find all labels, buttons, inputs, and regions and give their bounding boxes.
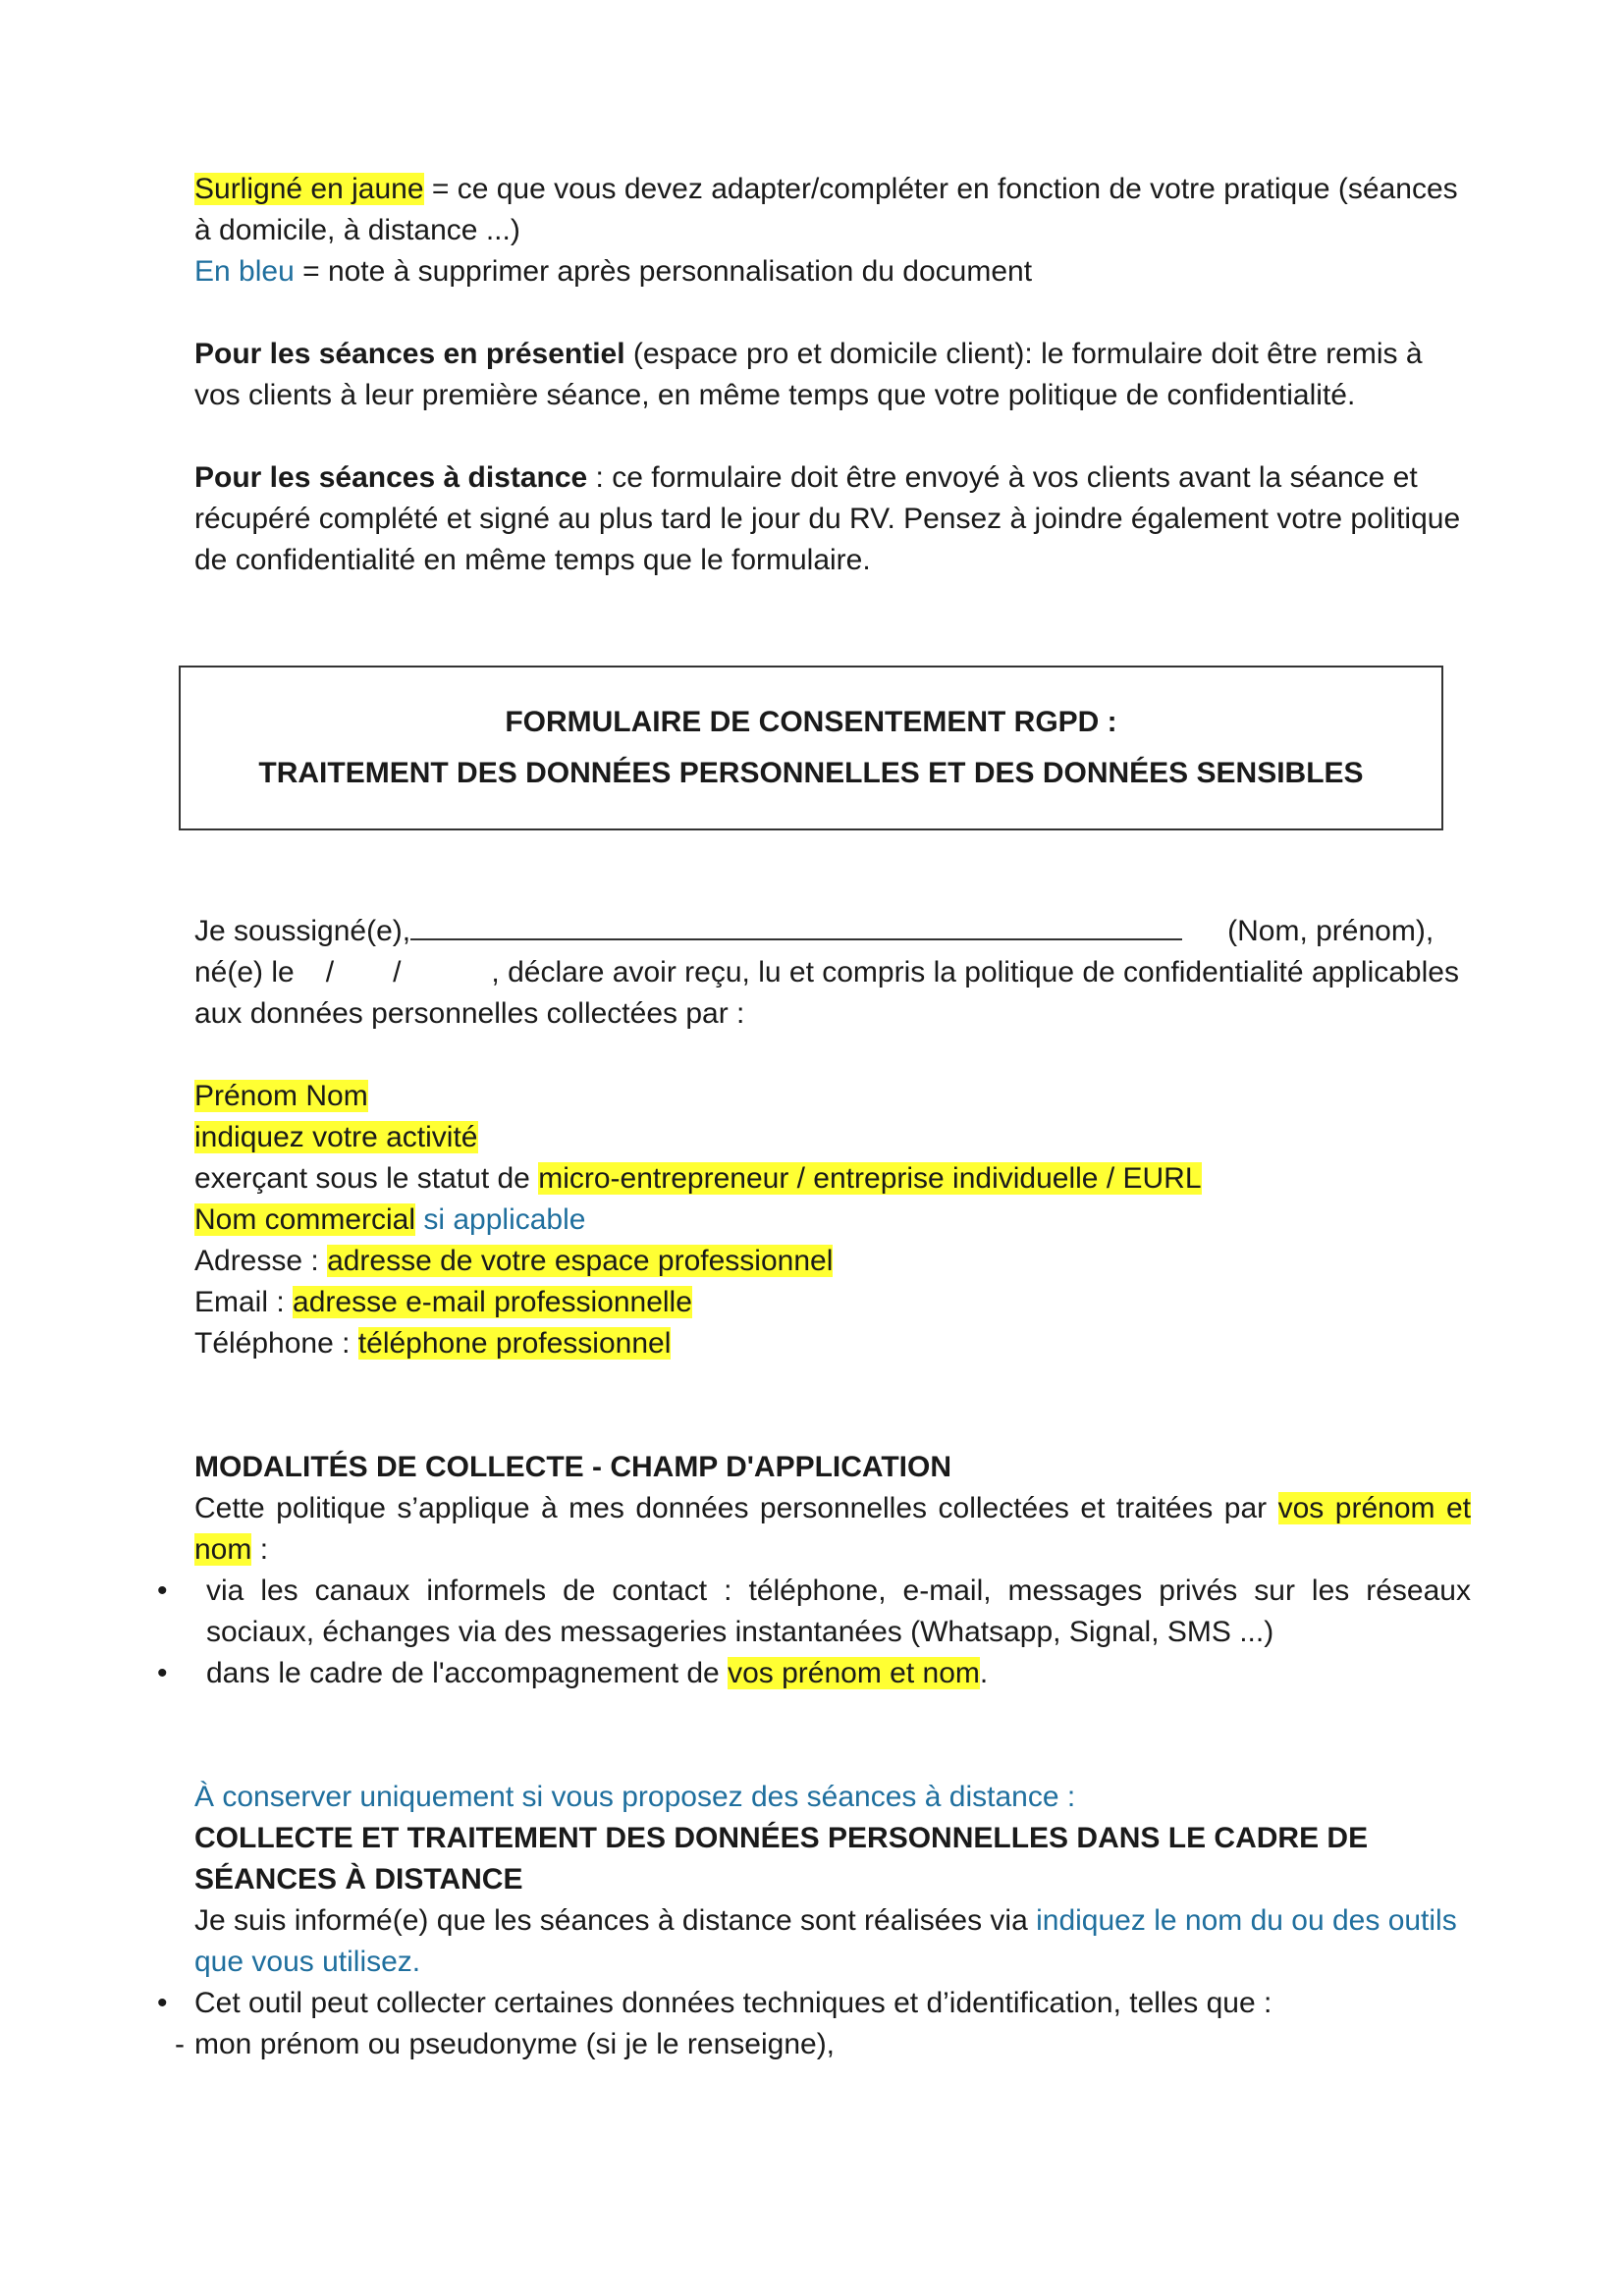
legend-blue-text: = note à supprimer après personnalisation du document — [294, 255, 1033, 288]
presentiel-text: (espace pro et domicile client): le formulaire doit être remis à vos clients à leur première séance, en même temps que votre politique de confidentialité. — [194, 338, 1423, 411]
remote-informed-text: Je suis informé(e) que les séances à distance sont réalisées via — [194, 1904, 1037, 1937]
provider-activity-line — [194, 1117, 1471, 1158]
form-title-line1: FORMULAIRE DE CONSENTEMENT RGPD : — [505, 706, 1117, 738]
provider-trade-note: si applicable — [415, 1203, 586, 1236]
modalites-title — [194, 1447, 1471, 1488]
list-item — [157, 1571, 1471, 1653]
distance-paragraph — [194, 457, 1471, 581]
provider-phone-label: Téléphone : — [194, 1327, 358, 1360]
declaration-start: Je soussigné(e), — [194, 915, 411, 947]
modalites-list — [157, 1571, 1471, 1694]
remote-bullet: Cet outil peut collecter certaines données techniques et d’identification, telles que : — [194, 1987, 1272, 2019]
declaration-rest: , déclare avoir reçu, lu et compris la politique de confidentialité applicables aux données personnelles collectées par : — [194, 956, 1459, 1030]
form-title-box — [179, 666, 1443, 830]
document-body — [157, 169, 1472, 2065]
provider-name: Prénom Nom — [194, 1080, 368, 1112]
modalites-intro — [194, 1488, 1471, 1571]
provider-status: micro-entrepreneur / entreprise individuelle / EURL — [538, 1162, 1202, 1195]
provider-email-line — [194, 1282, 1471, 1323]
name-hint: (Nom, prénom), — [1227, 915, 1435, 947]
provider-activity: indiquez votre activité — [194, 1121, 478, 1153]
remote-title — [194, 1818, 1471, 1900]
dash-icon: - — [175, 2028, 185, 2060]
date-slash-2: / — [393, 956, 402, 988]
modalites-intro-end: : — [251, 1533, 269, 1566]
remote-title-text: COLLECTE ET TRAITEMENT DES DONNÉES PERSONNELLES DANS LE CADRE DE SÉANCES À DISTANCE — [194, 1822, 1369, 1896]
declaration-line2 — [194, 952, 1471, 1035]
provider-phone: téléphone professionnel — [357, 1327, 672, 1360]
provider-address-line — [194, 1241, 1471, 1282]
provider-trade-line — [194, 1200, 1471, 1241]
list-item — [157, 1653, 1471, 1694]
provider-trade-name: Nom commercial — [194, 1203, 416, 1236]
bullet-icon: • — [157, 1575, 168, 1607]
remote-dash-text: mon prénom ou pseudonyme (si je le renseigne), — [194, 2028, 836, 2060]
legend-yellow-label: Surligné en jaune — [194, 173, 424, 205]
born-label: né(e) le — [194, 956, 295, 988]
distance-heading: Pour les séances à distance — [194, 461, 588, 494]
remote-note: À conserver uniquement si vous proposez des séances à distance : — [194, 1781, 1076, 1813]
legend-blue — [194, 251, 1471, 293]
modalites-title-text: MODALITÉS DE COLLECTE - CHAMP D'APPLICATION — [194, 1451, 952, 1483]
provider-status-prefix: exerçant sous le statut de — [194, 1162, 539, 1195]
declaration-line1 — [194, 911, 1471, 952]
remote-list — [157, 1983, 1471, 2024]
presentiel-paragraph — [194, 334, 1471, 416]
remote-dash-item — [175, 2024, 1471, 2065]
date-slash-1: / — [325, 956, 335, 988]
provider-name-line — [194, 1076, 1471, 1117]
form-title-line2: TRAITEMENT DES DONNÉES PERSONNELLES ET DES DONNÉES SENSIBLES — [258, 757, 1364, 789]
modalites-bullet2-highlight: vos prénom et nom — [728, 1657, 980, 1689]
modalites-bullet2-prefix: dans le cadre de l'accompagnement de — [206, 1657, 729, 1689]
modalites-bullet2-end: . — [979, 1657, 989, 1689]
remote-informed-note: indiquez le nom du ou des outils que vous utilisez. — [194, 1904, 1457, 1978]
bullet-icon: • — [157, 1987, 168, 2019]
provider-address-label: Adresse : — [194, 1245, 328, 1277]
legend-yellow — [194, 169, 1471, 251]
modalites-intro-highlight: vos prénom et nom — [194, 1492, 1472, 1566]
legend-blue-label: En bleu — [194, 255, 295, 288]
modalites-bullet1: via les canaux informels de contact : téléphone, e-mail, messages privés sur les réseaux sociaux, échanges via des messageries instantanées (Whatsapp, Signal, SMS ...) — [206, 1575, 1471, 1648]
presentiel-heading: Pour les séances en présentiel — [194, 338, 625, 370]
distance-text: : ce formulaire doit être envoyé à vos clients avant la séance et récupéré complété et signé au plus tard le jour du RV. Pensez à joindre également votre politique de confidentialité en même temps que le formulaire. — [194, 461, 1461, 576]
bullet-icon: • — [157, 1657, 168, 1689]
modalites-intro-text: Cette politique s’applique à mes données personnelles collectées et traitées par — [194, 1492, 1278, 1524]
provider-status-line — [194, 1158, 1471, 1200]
legend-yellow-text: = ce que vous devez adapter/compléter en fonction de votre pratique (séances à domicile, à distance ...) — [194, 173, 1458, 246]
provider-email-label: Email : — [194, 1286, 294, 1318]
provider-phone-line — [194, 1323, 1471, 1364]
list-item — [157, 1983, 1471, 2024]
provider-address: adresse de votre espace professionnel — [327, 1245, 834, 1277]
remote-informed — [194, 1900, 1471, 1983]
name-blank-line[interactable] — [410, 911, 1182, 940]
provider-email: adresse e-mail professionnelle — [293, 1286, 692, 1318]
